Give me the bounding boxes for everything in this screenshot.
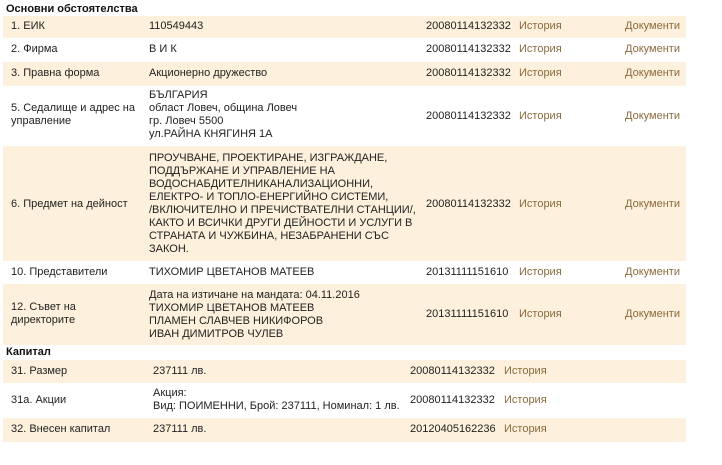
row-label: 31а. Акции [11,394,67,406]
row-date: 20080114132332 [426,110,511,122]
row-date: 20131111151610 [426,266,509,278]
history-link[interactable]: История [519,110,562,122]
history-link[interactable]: История [519,20,562,32]
row-value: Акция: Вид: ПОИМЕННИ, Брой: 237111, Номинал: 1 лв. [153,387,400,412]
row-date: 20080114132332 [426,43,511,55]
history-link[interactable]: История [504,365,547,377]
row-value: 110549443 [149,20,204,32]
row-date: 20131111151610 [426,308,509,320]
table-row-paid-capital [3,418,686,442]
table-row-eik [3,16,686,38]
row-label: 32. Внесен капитал [11,423,111,435]
history-link[interactable]: История [519,67,562,79]
documents-link[interactable]: Документи [625,110,680,122]
row-value: Акционерно дружество [149,67,268,79]
table-row-firm [3,38,686,62]
table-row-capital-size [3,360,686,383]
table-row-representatives [3,261,686,284]
documents-link[interactable]: Документи [625,266,680,278]
table-row-board [3,284,686,345]
row-label: 6. Предмет на дейност [11,198,128,210]
history-link[interactable]: История [504,423,547,435]
documents-link[interactable]: Документи [625,198,680,210]
section-title-capital: Капитал [6,346,51,358]
history-link[interactable]: История [519,43,562,55]
row-value: 237111 лв. [153,423,207,435]
documents-link[interactable]: Документи [625,20,680,32]
table-row-address [3,86,686,146]
row-date: 20080114132332 [426,20,511,32]
history-link[interactable]: История [519,308,562,320]
row-date: 20120405162236 [410,423,496,435]
section-title-basic: Основни обстоятелства [6,3,138,15]
documents-link[interactable]: Документи [625,43,680,55]
row-date: 20080114132332 [410,365,495,377]
row-date: 20080114132332 [426,198,511,210]
row-label: 5. Седалище и адрес на управление [11,102,135,127]
row-value: ПРОУЧВАНЕ, ПРОЕКТИРАНЕ, ИЗГРАЖДАНЕ, ПОДДЪРЖАНЕ И УПРАВЛЕНИЕ НА ВОДОСНАБДИТЕЛНИКАНАЛИЗАЦИОННИ, ЕЛЕКТРО- И ТОПЛО-ЕНЕРГИЙНО СИСТЕМИ, /ВКЛЮЧИТЕЛНО И ПРЕЧИСТВАТЕЛНИ СТАНЦИИ/, КАКТО И ВСИЧКИ ДРУГИ ДЕЙНОСТИ И УСЛУГИ В СТРАНАТА И ЧУЖБИНА, НЕЗАБРАНЕНИ СЪС ЗАКОН. [149,152,416,255]
table-row-legal-form [3,62,686,86]
table-row-shares [3,383,686,418]
documents-link[interactable]: Документи [625,308,680,320]
row-label: 12. Съвет на директорите [11,301,76,326]
row-value: 237111 лв. [153,365,207,377]
row-label: 1. ЕИК [11,20,45,32]
row-value: БЪЛГАРИЯ област Ловеч, община Ловеч гр. Ловеч 5500 ул.РАЙНА КНЯГИНЯ 1А [149,89,298,140]
documents-link[interactable]: Документи [625,67,680,79]
history-link[interactable]: История [519,198,562,210]
history-link[interactable]: История [504,394,547,406]
row-label: 31. Размер [11,365,68,377]
row-value: ТИХОМИР ЦВЕТАНОВ МАТЕЕВ [149,266,315,278]
row-date: 20080114132332 [410,394,495,406]
row-label: 2. Фирма [11,43,58,55]
row-label: 3. Правна форма [11,67,100,79]
row-label: 10. Представители [11,266,108,278]
row-date: 20080114132332 [426,67,511,79]
row-value: В И К [149,43,177,55]
table-row-activity [3,146,686,261]
row-value: Дата на изтичане на мандата: 04.11.2016 ТИХОМИР ЦВЕТАНОВ МАТЕЕВ ПЛАМЕН СЛАВЧЕВ НИКИФОРОВ ИВАН ДИМИТРОВ ЧУЛЕВ [149,289,360,340]
history-link[interactable]: История [519,266,562,278]
